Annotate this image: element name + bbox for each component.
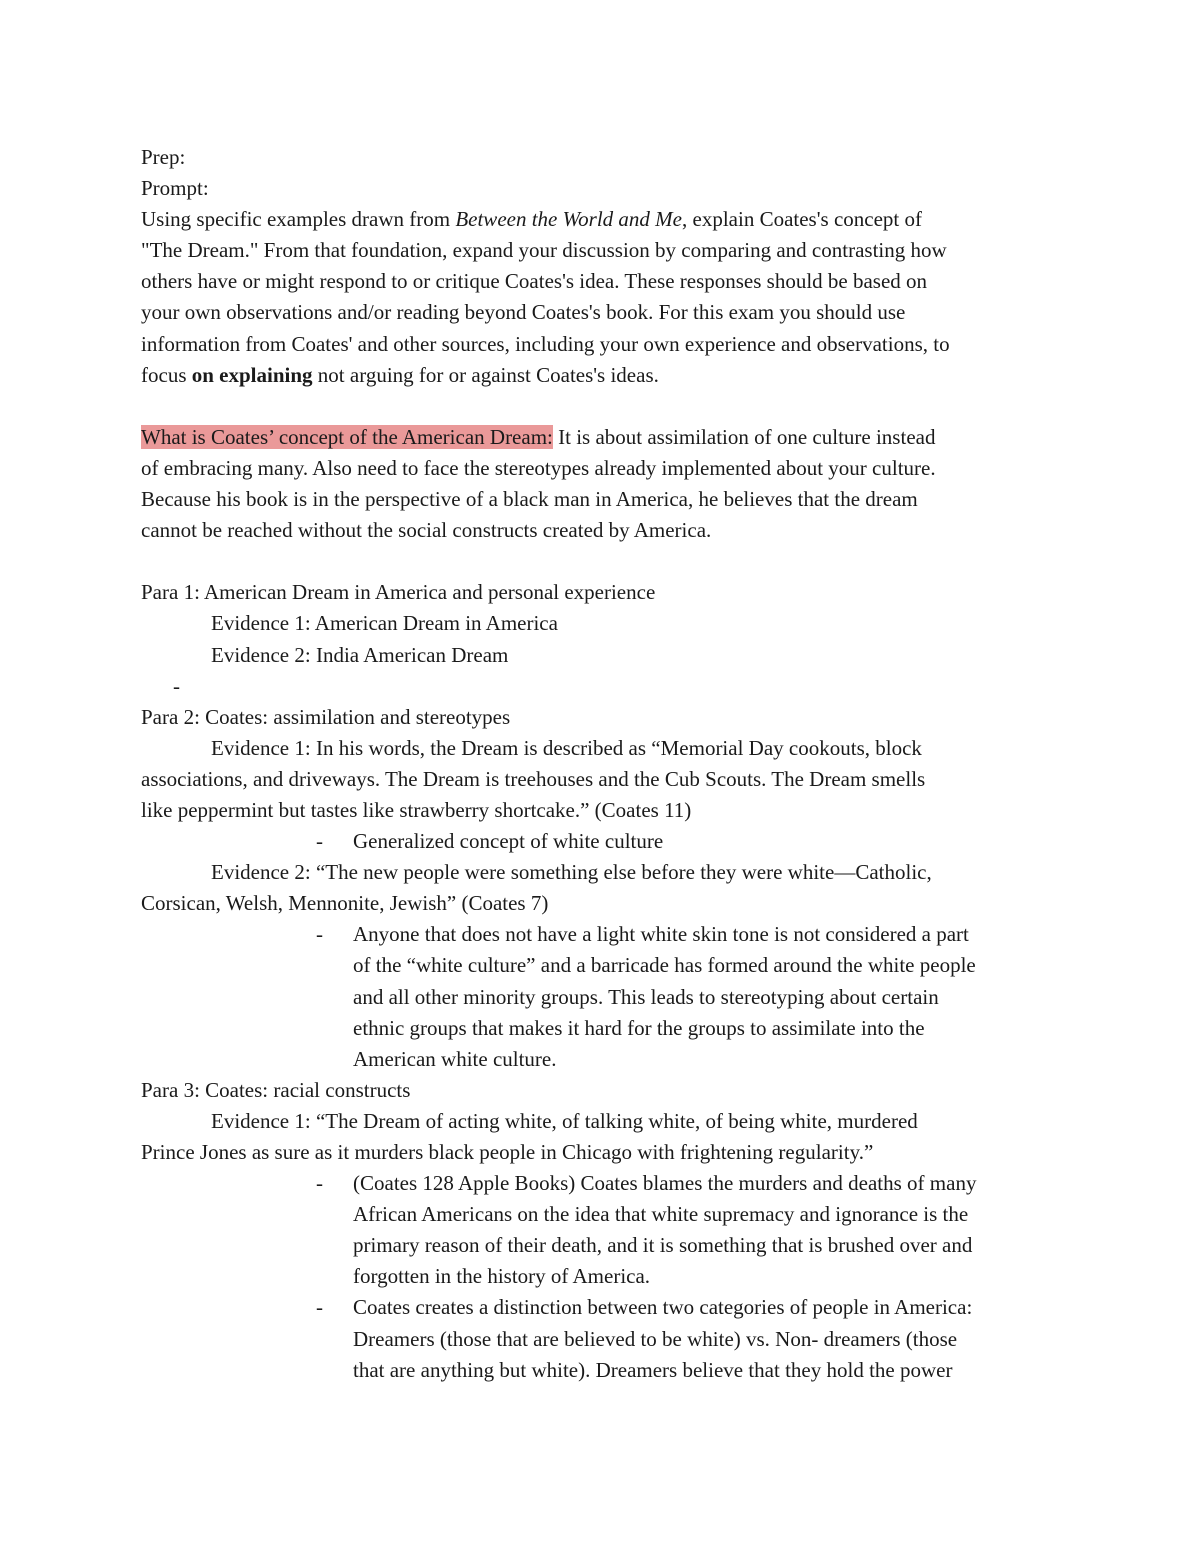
para1-evidence-1: Evidence 1: American Dream in America: [211, 611, 558, 636]
document-body: [141, 142, 1061, 1386]
bullet-text: (Coates 128 Apple Books) Coates blames the murders and deaths of many: [353, 1171, 977, 1196]
bullet-text: African Americans on the idea that white supremacy and ignorance is the: [353, 1202, 969, 1227]
bullet-text: Coates creates a distinction between two categories of people in America:: [353, 1295, 973, 1320]
bullet-text: Dreamers (those that are believed to be white) vs. Non- dreamers (those: [353, 1326, 958, 1351]
bullet-text: primary reason of their death, and it is something that is brushed over and: [353, 1233, 973, 1258]
prompt-label: Prompt:: [141, 176, 209, 201]
para3-section: [141, 1075, 1061, 1386]
prompt-line: others have or might respond to or critique Coates's idea. These responses should be based on: [141, 269, 928, 294]
prompt-line: [141, 360, 1061, 391]
prompt-text: , explain Coates's concept of: [682, 207, 922, 232]
blank-line: [141, 391, 1061, 422]
bullet-dash: -: [316, 1295, 323, 1320]
para2-evidence-1-cont: like peppermint but tastes like strawberry shortcake.” (Coates 11): [141, 797, 692, 822]
para3-evidence-1: Evidence 1: “The Dream of acting white, of talking white, of being white, murdered: [211, 1108, 918, 1133]
bullet-dash: -: [316, 829, 323, 854]
prompt-paragraph: [141, 204, 1061, 391]
concept-line: of embracing many. Also need to face the stereotypes already implemented about your culture.: [141, 455, 936, 480]
bold-emphasis: on explaining: [191, 362, 313, 387]
bullet-text: of the “white culture” and a barricade has formed around the white people: [353, 953, 976, 978]
para1-title: Para 1: American Dream in America and personal experience: [141, 580, 656, 605]
concept-text: It is about assimilation of one culture instead: [552, 424, 936, 449]
concept-line: Because his book is in the perspective of a black man in America, he believes that the dream: [141, 487, 918, 512]
prompt-line: your own observations and/or reading beyond Coates's book. For this exam you should use: [141, 300, 906, 325]
bullet-item: [141, 826, 1061, 857]
para1-section: [141, 577, 1061, 701]
para2-title: Para 2: Coates: assimilation and stereotypes: [141, 704, 511, 729]
book-title: Between the World and Me: [455, 207, 683, 232]
para2-section: [141, 702, 1061, 1075]
prompt-line: information from Coates' and other sources, including your own experience and observations, to: [141, 331, 950, 356]
prompt-text: not arguing for or against Coates's ideas.: [312, 362, 659, 387]
empty-bullet-dash: -: [173, 673, 180, 698]
para2-evidence-1: Evidence 1: In his words, the Dream is described as “Memorial Day cookouts, block: [211, 735, 922, 760]
para1-evidence-2: Evidence 2: India American Dream: [211, 642, 509, 667]
bullet-text: forgotten in the history of America.: [353, 1264, 651, 1289]
bullet-item: [141, 919, 1061, 1074]
bullet-item: [141, 1292, 1061, 1385]
prompt-text: focus: [141, 362, 192, 387]
concept-line: cannot be reached without the social constructs created by America.: [141, 518, 712, 543]
bullet-dash: -: [316, 1171, 323, 1196]
concept-paragraph: [141, 422, 1061, 546]
prompt-text: Using specific examples drawn from: [141, 207, 456, 232]
para2-evidence-2-cont: Corsican, Welsh, Mennonite, Jewish” (Coates 7): [141, 891, 549, 916]
highlighted-question: What is Coates’ concept of the American Dream:: [141, 424, 553, 449]
para2-evidence-1-cont: associations, and driveways. The Dream is treehouses and the Cub Scouts. The Dream smells: [141, 766, 926, 791]
bullet-text: American white culture.: [353, 1046, 557, 1071]
prep-label: Prep:: [141, 145, 186, 169]
prompt-line: [141, 204, 1061, 235]
blank-line: [141, 546, 1061, 577]
concept-line: [141, 422, 1061, 453]
bullet-item: [141, 1168, 1061, 1292]
bullet-text: Anyone that does not have a light white skin tone is not considered a part: [353, 922, 969, 947]
prompt-line: "The Dream." From that foundation, expand your discussion by comparing and contrasting how: [141, 238, 947, 263]
bullet-dash: -: [316, 922, 323, 947]
para3-evidence-1-cont: Prince Jones as sure as it murders black people in Chicago with frightening regularity.”: [141, 1140, 874, 1164]
bullet-text: ethnic groups that makes it hard for the groups to assimilate into the: [353, 1015, 925, 1040]
para2-evidence-2: Evidence 2: “The new people were something else before they were white—Catholic,: [211, 860, 932, 885]
para3-title: Para 3: Coates: racial constructs: [141, 1077, 411, 1102]
bullet-text: Generalized concept of white culture: [353, 829, 664, 854]
bullet-text: that are anything but white). Dreamers believe that they hold the power: [353, 1357, 953, 1382]
bullet-text: and all other minority groups. This leads to stereotyping about certain: [353, 984, 939, 1009]
